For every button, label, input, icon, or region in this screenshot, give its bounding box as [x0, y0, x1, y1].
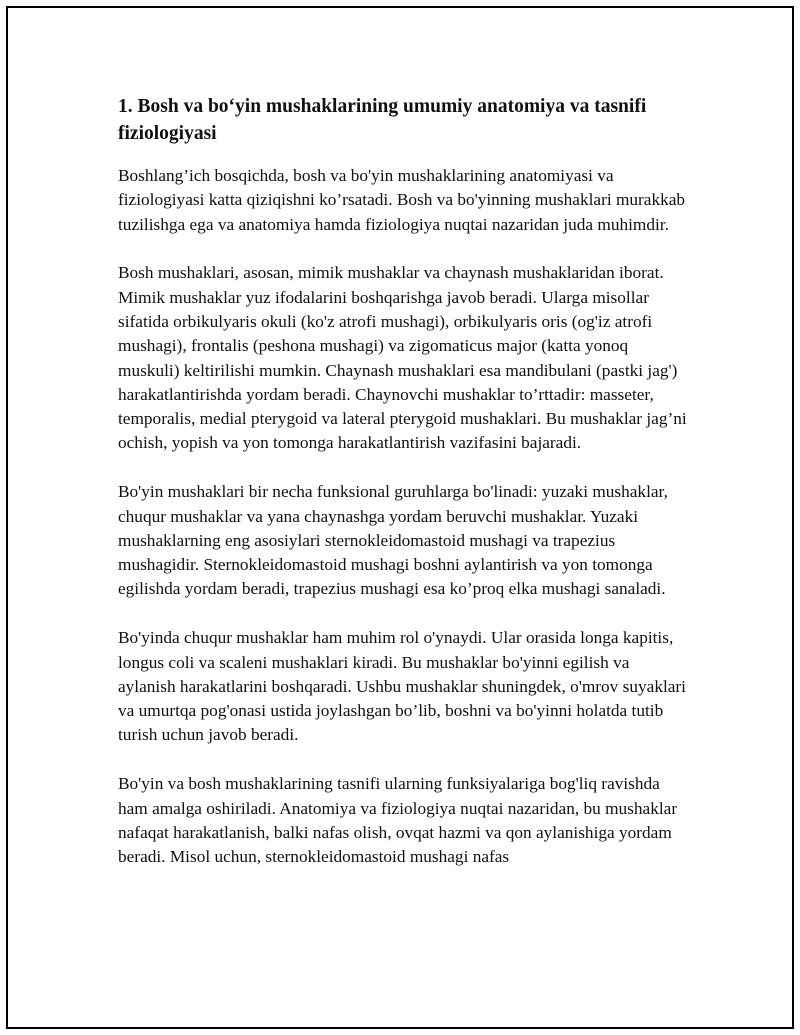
paragraph-2: Bosh mushaklari, asosan, mimik mushaklar va chaynash mushaklaridan iborat. Mimik mushaklar yuz ifodalarini boshqarishga javob beradi. Ularga misollar sifatida orbikulyaris okuli (ko'z atrofi mushagi), orbikulyaris oris (og'iz atrofi mushagi), frontalis (peshona mushagi) va zigomaticus major (katta yonoq muskuli) keltirilishi mumkin. Chaynash mushaklari esa mandibulani (pastki jag') harakatlantirishda yordam beradi. Chaynovchi mushaklar to’rttadir: masseter, temporalis, medial pterygoid va lateral pterygoid mushaklari. Bu mushaklar jag’ni ochish, yopish va yon tomonga harakatlantirish vazifasini bajaradi.: [118, 263, 687, 453]
paragraph-3: Bo'yin mushaklari bir necha funksional guruhlarga bo'linadi: yuzaki mushaklar, chuqur mushaklar va yana chaynashga yordam beruvchi mushaklar. Yuzaki mushaklarning eng asosiylari sternokleidomastoid mushagi va trapezius mushagidir. Sternokleidomastoid mushagi boshni aylantirish va yon tomonga egilishda yordam beradi, trapezius mushagi esa ko’proq elka mushagi sanaladi.: [118, 482, 668, 599]
paragraph-5: Bo'yin va bosh mushaklarining tasnifi ularning funksiyalariga bog'liq ravishda ham amalga oshiriladi. Anatomiya va fiziologiya nuqtai nazaridan, bu mushaklar nafaqat harakatlanish, balki nafas olish, ovqat hazmi va qon aylanishiga yordam beradi. Misol uchun, sternokleidomastoid mushagi nafas: [118, 774, 678, 867]
section-heading: 1. Bosh va bo‘yin mushaklarining umumiy anatomiya va tasnifi fiziologiyasi: [118, 96, 647, 144]
paragraph-1: Boshlang’ich bosqichda, bosh va bo'yin mushaklarining anatomiyasi va fiziologiyasi katta qiziqishni ko’rsatadi. Bosh va bo'yinning mushaklari murakkab tuzilishga ega va anatomiya hamda fiziologiya nuqtai nazaridan juda muhimdir.: [118, 166, 686, 234]
document-body: [118, 93, 690, 894]
paragraph-4: Bo'yinda chuqur mushaklar ham muhim rol o'ynaydi. Ular orasida longa kapitis, longus coli va scaleni mushaklari kiradi. Bu mushaklar bo'yinni egilish va aylanish harakatlarini boshqaradi. Ushbu mushaklar shuningdek, o'mrov suyaklari va umurtqa pog'onasi ustida joylashgan bo’lib, boshni va bo'yinni holatda tutib turish uchun javob beradi.: [118, 628, 686, 745]
